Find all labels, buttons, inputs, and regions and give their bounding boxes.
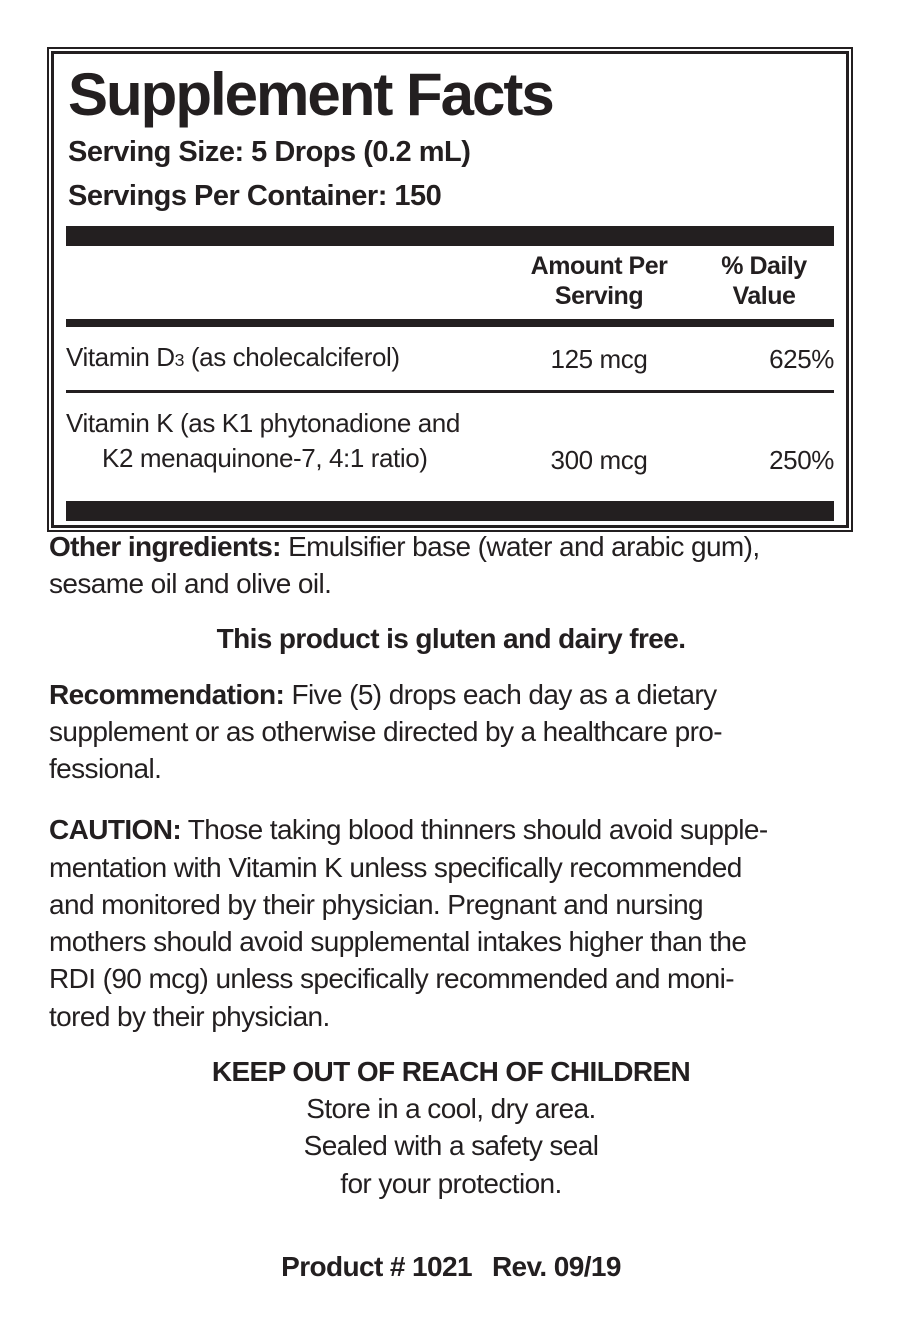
table-row-vitamin-d3 xyxy=(66,327,834,390)
vitamin-k-amount: 300 mcg xyxy=(550,445,648,476)
table-row-vitamin-k xyxy=(66,393,834,491)
header-rule xyxy=(66,319,834,327)
subscript-3: 3 xyxy=(174,350,185,371)
panel-title: Supplement Facts xyxy=(68,61,553,128)
vitamin-k-daily-value: 250% xyxy=(769,445,834,476)
storage-instruction: Store in a cool, dry area. xyxy=(306,1093,596,1125)
other-ingredients-paragraph: Other ingredients: Emulsifier base (water and arabic gum), sesame oil and olive oil. xyxy=(49,531,760,600)
product-number: Product # 1021 xyxy=(281,1250,472,1282)
recommendation-paragraph: Recommendation: Five (5) drops each day as a dietary supplement or as otherwise directed by a healthcare pro- fessional. xyxy=(49,678,723,785)
vitamin-d3-name: Vitamin D3 (as cholecalciferol) xyxy=(66,342,400,373)
safety-seal-line-2: for your protection. xyxy=(340,1167,562,1199)
gluten-dairy-free-statement: This product is gluten and dairy free. xyxy=(216,623,686,655)
caution-label: CAUTION: xyxy=(49,814,182,846)
vitamin-d3-daily-value: 625% xyxy=(769,344,834,375)
safety-seal-line-1: Sealed with a safety seal xyxy=(303,1130,599,1162)
bottom-divider-bar xyxy=(66,501,834,521)
serving-size-line: Serving Size: 5 Drops (0.2 mL) xyxy=(68,136,471,169)
revision-code: Rev. 09/19 xyxy=(491,1250,621,1282)
vitamin-d3-amount: 125 mcg xyxy=(550,344,648,375)
other-ingredients-label: Other ingredients: xyxy=(49,531,281,562)
product-number-line xyxy=(49,1248,853,1285)
table-header-row xyxy=(66,246,834,319)
top-divider-bar xyxy=(66,226,834,246)
supplement-facts-panel xyxy=(47,47,853,532)
header-amount-per-serving: Amount Per Serving xyxy=(530,252,668,310)
recommendation-label: Recommendation: xyxy=(49,678,285,710)
label-body-copy xyxy=(47,528,853,1285)
supplement-facts-inner-border xyxy=(51,51,849,528)
vitamin-k-name: Vitamin K (as K1 phytonadione and K2 menaquinone-7, 4:1 ratio) xyxy=(66,408,460,474)
header-percent-daily-value: % Daily Value xyxy=(721,252,807,310)
keep-out-of-reach-warning: KEEP OUT OF REACH OF CHILDREN xyxy=(211,1055,691,1087)
servings-per-container-line: Servings Per Container: 150 xyxy=(68,179,442,212)
caution-paragraph: CAUTION: Those taking blood thinners should avoid supple- mentation with Vitamin K unless specifically recommended and monitored by their physician. Pregnant and nursing mothers should avoid supplemental intakes higher than the RDI (90 mcg) unless specifically recommended and moni- tored by their physician. xyxy=(49,814,768,1032)
